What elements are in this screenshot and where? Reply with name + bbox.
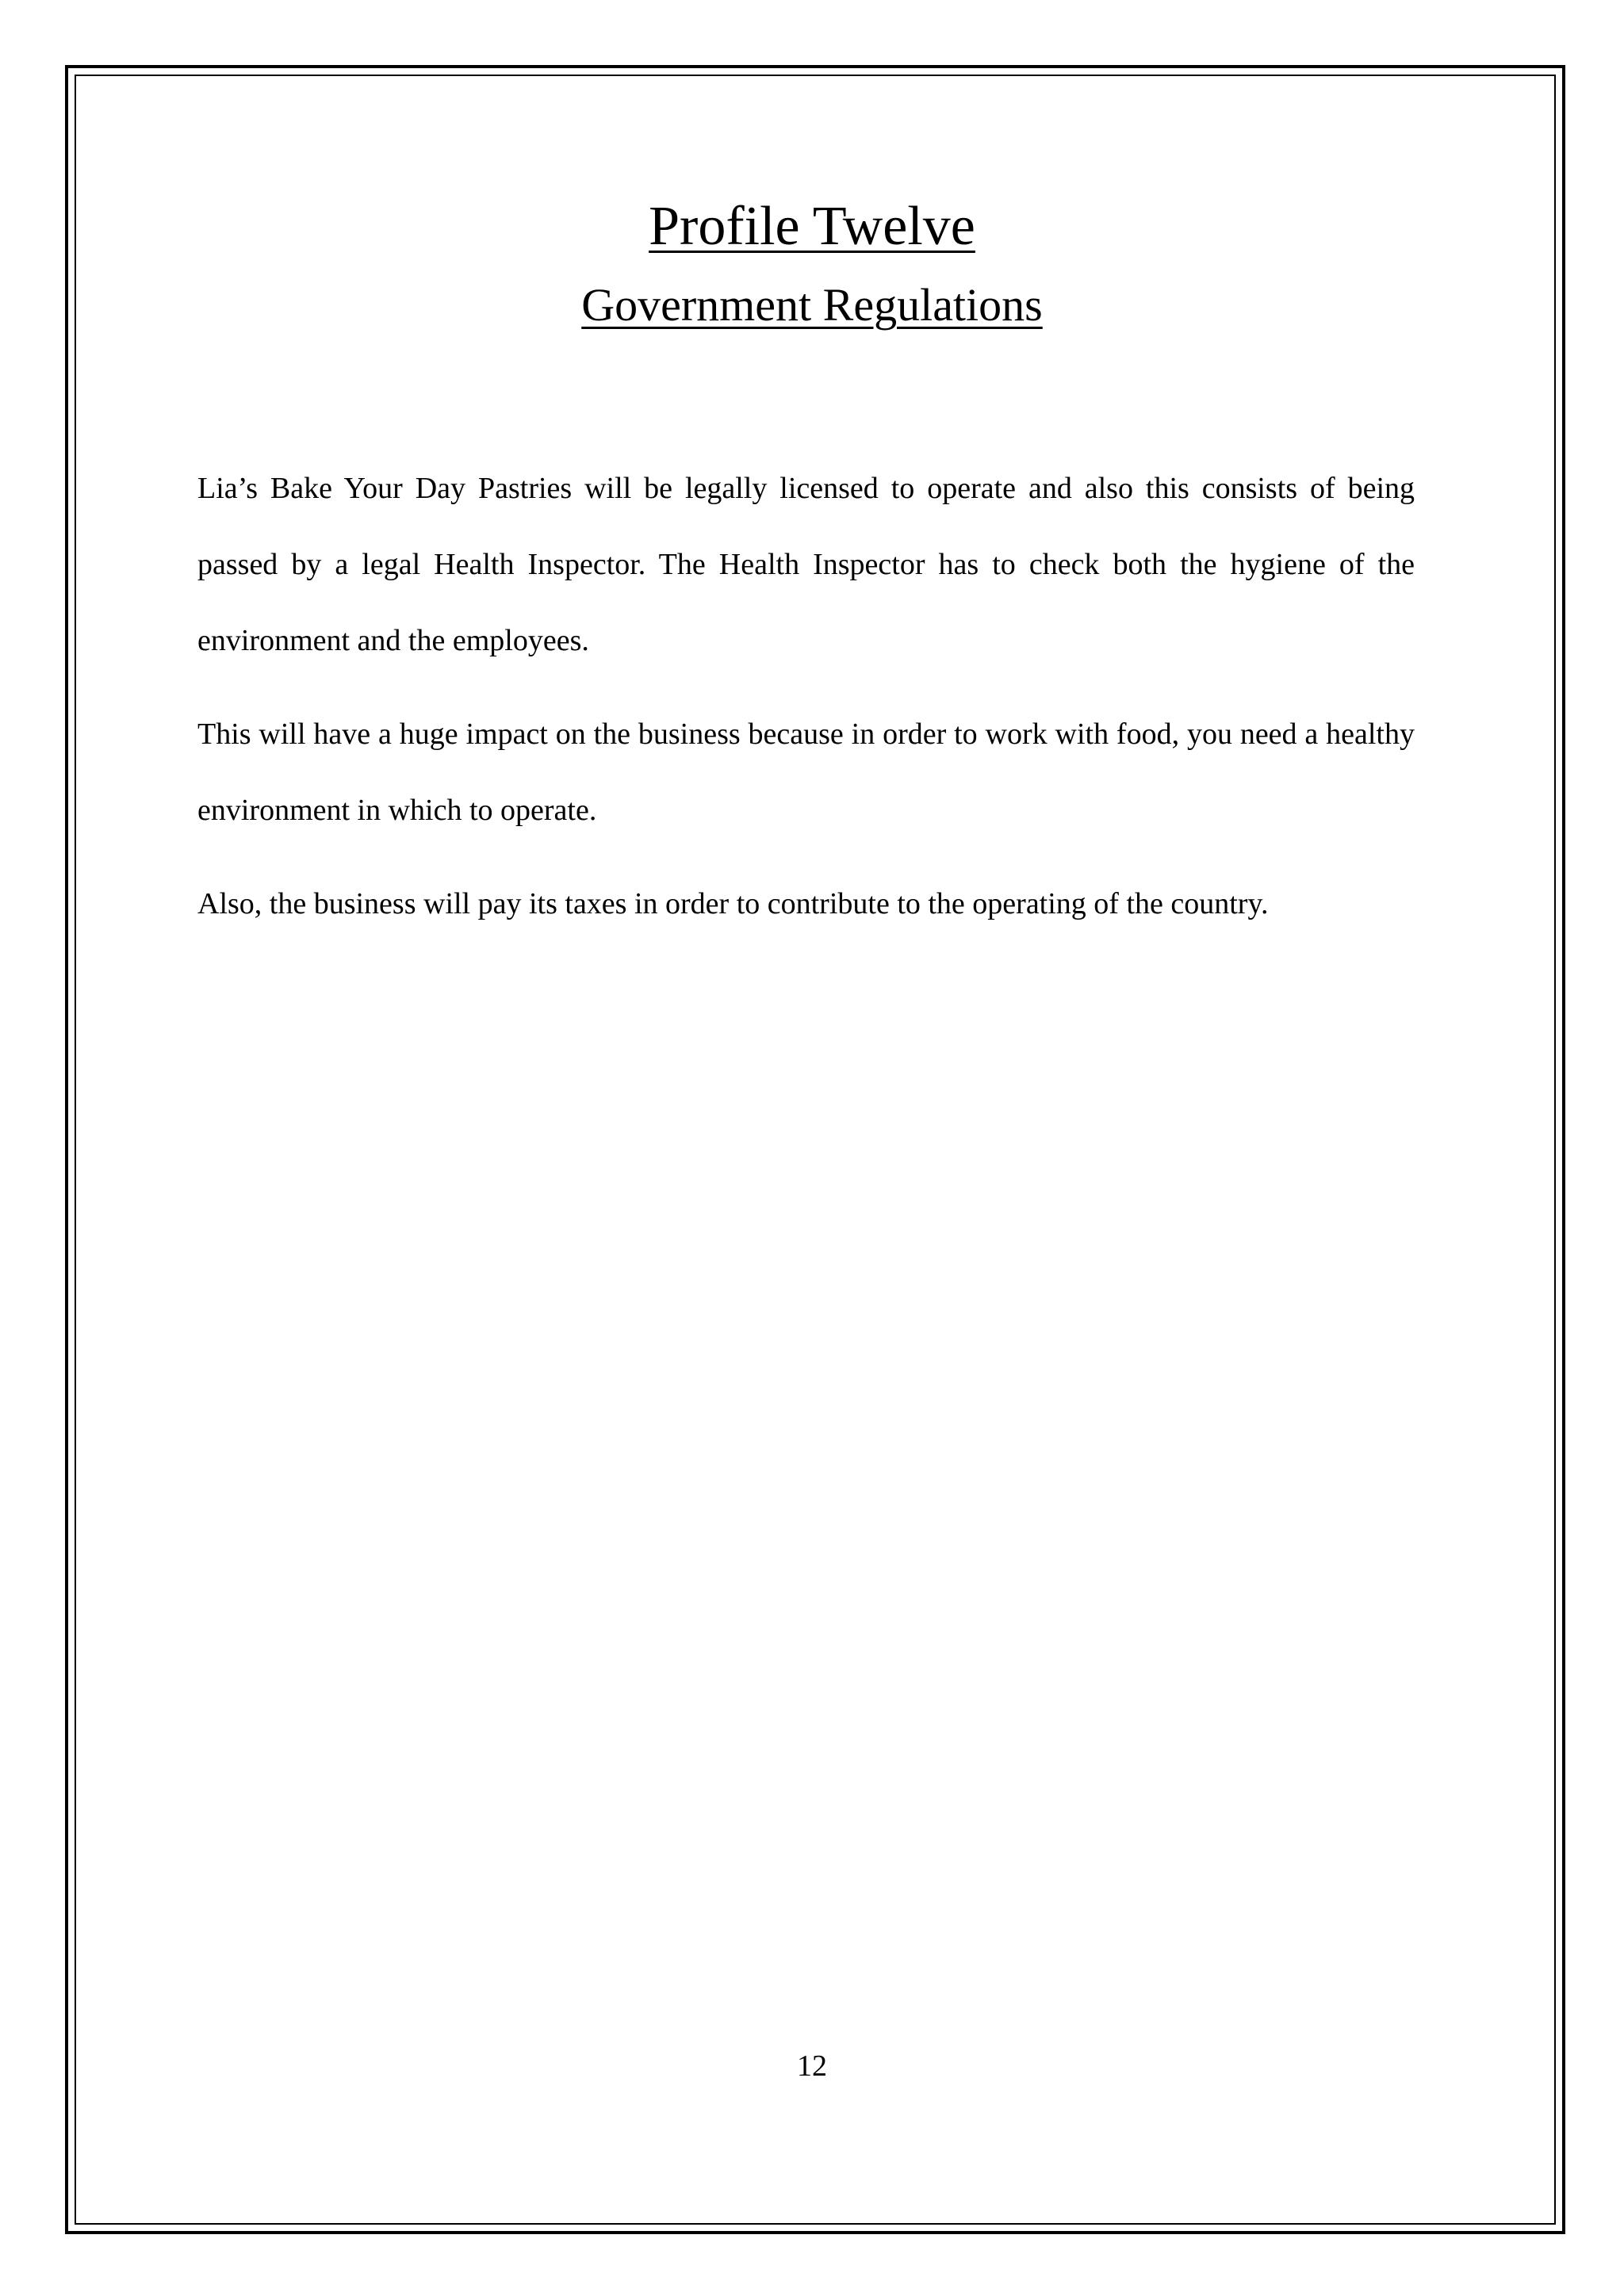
page-subtitle-text: Government Regulations [581,279,1043,331]
paragraph-impact: This will have a huge impact on the business because in order to work with food, you need a healthy environment in which to operate. [197,718,1415,827]
page-title-text: Profile Twelve [649,196,975,257]
page-title [0,195,1624,258]
page-border-inner [75,75,1556,2225]
paragraph-licensing: Lia’s Bake Your Day Pastries will be legally licensed to operate and also this consists of being passed by a legal Health Inspector. The Health Inspector has to check both the hygiene of the environment and the employees. [197,472,1415,657]
page-subtitle [0,277,1624,333]
paragraph-taxes: Also, the business will pay its taxes in order to contribute to the operating of the country. [197,887,1269,920]
page-number: 12 [797,2049,827,2083]
body-text [197,450,1415,942]
